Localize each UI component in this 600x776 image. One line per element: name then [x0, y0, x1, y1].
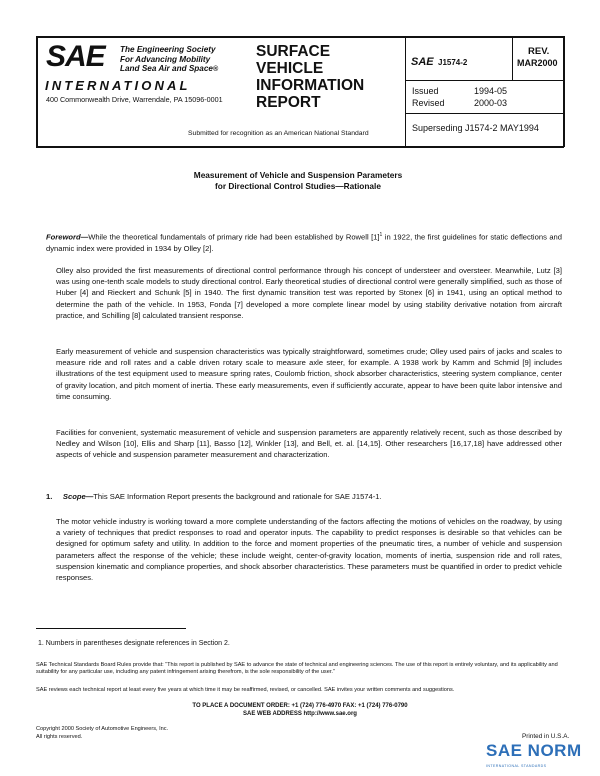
paragraph-facilities: Facilities for convenient, systematic measurement of vehicle and suspension parameters are apparently relatively recent, such as those described by Nedley and Wilson [10], Ellis and Sharp [11], Basso [12], Winkler [13], and Bell, et. al. [14,15]. Other researchers [16,17,18] have addressed other aspects of vehicle and suspension parameter measurement and characterization. [56, 428, 562, 460]
issued-value: 1994-05 [474, 86, 508, 96]
doc-sae-logo: SAE [411, 56, 434, 68]
copyright-line-1: Copyright 2000 Society of Automotive Engineers, Inc. [36, 726, 169, 732]
document-title-line-1: Measurement of Vehicle and Suspension Parameters [193, 170, 403, 180]
paragraph-motor-vehicle: The motor vehicle industry is working toward a more complete understanding of the factors affecting the motions of vehicles on the roadway, by using a variety of techniques that predict responses to road and operator inputs. The capability to predict responses is desirable so that vehicles can be designed for optimum safety and utility. In addition to the force and moment properties of the pneumatic tires, a number of vehicle and suspension parameters affect the response of the vehicle; these include weight, center-of-gravity location, moments of inertia, suspension ride and roll rates, suspension kinematic and compliance properties, and shock absorber characteristics. These parameters must be quantified in order to predict vehicle responses. [56, 517, 562, 583]
rev-value: MAR2000 [517, 58, 558, 68]
revised-label: Revised [412, 98, 445, 108]
revised-value: 2000-03 [474, 98, 508, 108]
scope-number: 1. [46, 492, 53, 501]
report-title-line: INFORMATION [256, 77, 365, 94]
watermark-sub: INTERNATIONAL STANDARDS [486, 764, 547, 768]
document-title-line-2: for Directional Control Studies—Rationale [215, 181, 381, 191]
tsb-rules-text: SAE Technical Standards Board Rules provide that: “This report is published by SAE to advance the state of technical and engineering sciences. The use of this report is entirely voluntary, and its applicability and suitability for any particular use, including any patent infringement arising therefrom, is the sole responsibility of the user.” [36, 662, 558, 676]
review-notice: SAE reviews each technical report at least every five years at which time it may be reaffirmed, revised, or cancelled. SAE invites your written comments and suggestions. [36, 687, 455, 693]
submitted-note: Submitted for recognition as an American National Standard [188, 130, 369, 137]
scope-label: Scope— [62, 492, 94, 501]
order-line: TO PLACE A DOCUMENT ORDER: +1 (724) 776-4970 FAX: +1 (724) 776-0790 [192, 703, 408, 709]
address: 400 Commonwealth Drive, Warrendale, PA 15096-0001 [46, 95, 223, 104]
report-title-line: SURFACE [256, 43, 331, 60]
foreword-paragraph [46, 230, 562, 254]
watermark: SAE NORM [486, 741, 582, 760]
copyright-line-2: All rights reserved. [36, 733, 83, 740]
header-left-border [36, 36, 38, 147]
scope-text: This SAE Information Report presents the background and rationale for SAE J1574-1. [93, 492, 382, 501]
doc-number: J1574-2 [438, 58, 468, 67]
footnote: 1. Numbers in parentheses designate references in Section 2. [38, 640, 230, 647]
report-title-line: REPORT [256, 94, 321, 111]
tagline-line-1: The Engineering Society [120, 45, 216, 54]
report-title-line: VEHICLE [256, 60, 324, 77]
footnote-rule [36, 628, 186, 629]
foreword-text: While the theoretical fundamentals of primary ride had been established by Rowell [1] [88, 232, 380, 242]
header-hline-docnum [405, 80, 564, 81]
header-bottom-border [36, 146, 564, 148]
header-divider-left [405, 36, 406, 146]
scope-heading [46, 491, 562, 502]
issued-label: Issued [412, 86, 439, 96]
tagline-line-3: Land Sea Air and Space® [120, 64, 219, 73]
copyright [36, 726, 168, 741]
header-hline-issued [405, 113, 564, 114]
footnote-marker: 1 [379, 232, 383, 238]
tagline-line-2: For Advancing Mobility [120, 54, 211, 64]
header-top-border [36, 36, 564, 38]
foreword-label: Foreword— [46, 232, 89, 242]
international-wordmark: INTERNATIONAL [45, 78, 191, 93]
header-right-border [563, 36, 565, 147]
report-type-title [256, 43, 364, 111]
society-tagline [120, 45, 218, 75]
rev-label: REV. [528, 46, 550, 57]
superseding: Superseding J1574-2 MAY1994 [412, 123, 539, 133]
sae-logo: SAE [46, 40, 105, 73]
printed-in: Printed in U.S.A. [522, 733, 570, 740]
web-address: SAE WEB ADDRESS http://www.sae.org [243, 711, 357, 717]
paragraph-early-measurement: Early measurement of vehicle and suspension characteristics was typically straightforward, sometimes crude; Olley used pairs of jacks and scales to measure ride and roll rates and a cable driven rotary scale to measure axle steer, for example. A 1938 work by Kamm and Schmid [9] includes illustrations of the test equipment used to measure spring rates, Coulomb friction, shock absorber characteristics, steering system compliance, center of gravity location, and pitch moment of inertia. These early measurements, even if sufficiently accurate, appear to have been quite labor intensive and time consuming. [56, 347, 562, 401]
header-divider-rev [512, 36, 513, 80]
paragraph-olley: Olley also provided the first measurements of directional control performance through his concept of understeer and oversteer. Meanwhile, Lutz [3] was using one-tenth scale models to study directional control. Early theoretical studies of directional control were generally simplified, such as those of Huber [4] and Rieckert and Schunk [5] in 1940. The first dynamic transition test was reported by Stonex [6] in 1941, using an optical method to determine the path of the vehicle. In 1953, Fonda [7] developed a more complete linear model by using stability derivative notation from aircraft practice, and Schilling [8] calculated transient response. [56, 266, 562, 320]
foreword-text-cont: in 1922, the first guidelines for static deflections and dynamic index were provided in 1934 by Olley [2]. [46, 232, 563, 253]
